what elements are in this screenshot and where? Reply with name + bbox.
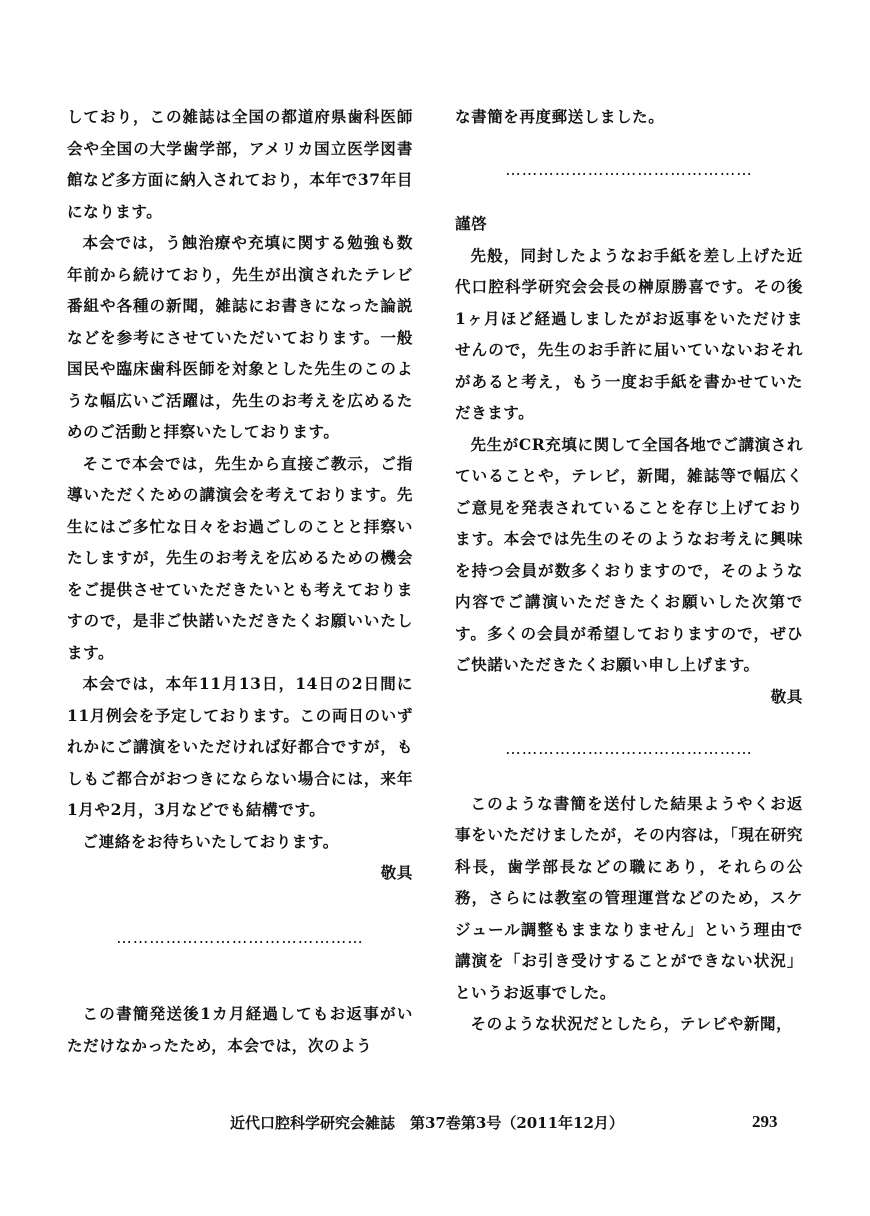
- left-column: [67, 101, 413, 1061]
- body-paragraph: 本会では，う蝕治療や充填に関する勉強も数年前から続けており，先生が出演されたテレビ番組や各種の新聞，雑誌にお書きになった論説などを参考にさせていただいております。一般国民や臨床歯科医師を対象とした先生のこのような幅広いご活躍は，先生のお考えを広めるためのご活動と拝察いたしております。: [67, 233, 413, 441]
- dotted-divider: ………………………………………: [505, 740, 753, 758]
- body-paragraph: このような書簡を送付した結果ようやくお返事をいただけましたが，その内容は，「現在研究科長，歯学部長などの職にあり，それらの公務，さらには教室の管理運営などのため，スケジュール調整もままなりません」という理由で講演を「お引き受けすることができない状況」というお返事でした。: [455, 793, 803, 1002]
- body-paragraph: この書簡発送後1カ月経過してもお返事がいただけなかったため，本会では，次のよう: [67, 1004, 413, 1055]
- journal-citation: 近代口腔科学研究会雑誌 第37巻第3号（2011年12月）: [230, 1114, 624, 1132]
- closing-keigu: 敬具: [770, 686, 803, 706]
- right-column: [455, 101, 803, 1040]
- body-paragraph: しており，この雑誌は全国の都道府県歯科医師会や全国の大学歯学部，アメリカ国立医学図書館など多方面に納入されており，本年で37年目になります。: [67, 107, 413, 221]
- body-paragraph: 本会では，本年11月13日，14日の2日間に11月例会を予定しております。この両日のいずれかにご講演をいただければ好都合ですが，もしもご都合がおつきにならない場合には，来年1月や2月，3月などでも結構です。: [67, 674, 413, 819]
- body-paragraph: 先生がCR充填に関して全国各地でご講演されていることや，テレビ，新聞，雑誌等で幅広くご意見を発表されていることを存じ上げております。本会では先生のそのようなお考えに興味を持つ会員が数多くおりますので，そのような内容でご講演いただきたくお願いした次第です。多くの会員が希望しておりますので，ぜひご快諾いただきたくお願い申し上げます。: [455, 434, 803, 674]
- body-paragraph: 先般，同封したようなお手紙を差し上げた近代口腔科学研究会会長の榊原勝喜です。その後1ヶ月ほど経過しましたがお返事をいただけませんので，先生のお手許に届いていないおそれがあると考え，もう一度お手紙を書かせていただきます。: [455, 245, 803, 422]
- page-number: 293: [752, 1112, 778, 1131]
- salutation-kinkei: 謹啓: [455, 214, 488, 233]
- dotted-divider: ………………………………………: [505, 160, 753, 179]
- body-paragraph: そこで本会では，先生から直接ご教示，ご指導いただくための講演会を考えております。先生にはご多忙な日々をお過ごしのことと拝察いたしますが，先生のお考えを広めるための機会をご提供させていただきたいとも考えておりますので，是非ご快諾いただきたくお願いいたします。: [67, 453, 413, 662]
- closing-keigu: 敬具: [380, 863, 413, 882]
- body-paragraph: な書簡を再度郵送しました。: [455, 107, 665, 126]
- body-paragraph: そのような状況だとしたら，テレビや新聞，: [470, 1014, 793, 1033]
- body-paragraph: ご連絡をお待ちいたしております。: [82, 831, 339, 851]
- dotted-divider: ………………………………………: [116, 928, 364, 947]
